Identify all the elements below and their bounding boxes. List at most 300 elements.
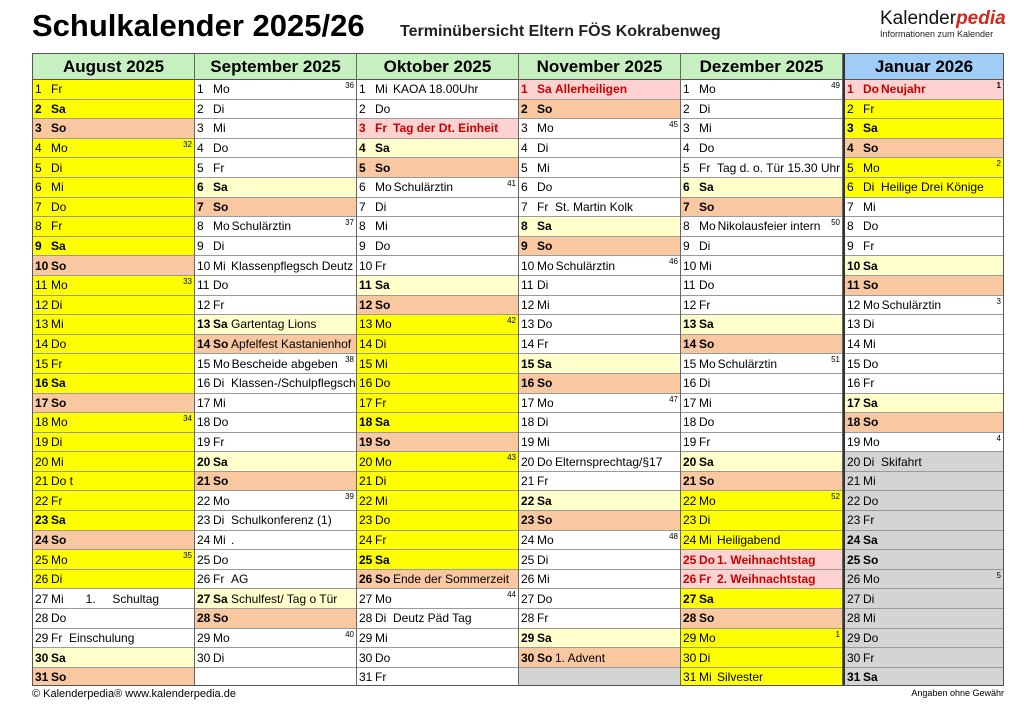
day-cell[interactable] — [845, 178, 1003, 198]
footer-copyright: © Kalenderpedia® www.kalenderpedia.de — [32, 688, 236, 700]
day-cell[interactable] — [681, 335, 842, 355]
day-number: 19 — [359, 434, 373, 449]
day-cell[interactable] — [33, 80, 194, 100]
day-cell[interactable] — [519, 491, 680, 511]
day-cell[interactable] — [33, 237, 194, 257]
weekday: Sa — [699, 317, 714, 332]
day-cell[interactable] — [33, 570, 194, 590]
day-cell[interactable] — [845, 589, 1003, 609]
day-cell[interactable] — [519, 80, 680, 100]
day-number: 6 — [847, 180, 854, 195]
day-cell[interactable] — [845, 256, 1003, 276]
day-cell[interactable] — [195, 433, 356, 453]
weekday: So — [375, 572, 391, 587]
weekday: Mo — [213, 630, 230, 645]
day-cell[interactable] — [519, 648, 680, 668]
day-cell[interactable] — [195, 374, 356, 394]
weekday: Do — [213, 415, 229, 430]
day-cell[interactable] — [357, 472, 518, 492]
day-cell[interactable] — [681, 217, 842, 237]
day-cell[interactable] — [845, 550, 1003, 570]
day-cell[interactable] — [33, 100, 194, 120]
week-number: 42 — [507, 316, 516, 326]
day-cell[interactable] — [195, 315, 356, 335]
day-cell[interactable] — [845, 609, 1003, 629]
day-cell[interactable] — [33, 550, 194, 570]
day-cell[interactable] — [519, 119, 680, 139]
day-cell[interactable] — [195, 452, 356, 472]
day-cell[interactable] — [519, 570, 680, 590]
day-cell[interactable] — [357, 237, 518, 257]
day-number: 10 — [521, 258, 535, 273]
day-cell[interactable] — [33, 335, 194, 355]
day-number: 28 — [847, 611, 861, 626]
day-number: 8 — [521, 219, 528, 234]
day-cell[interactable] — [33, 217, 194, 237]
day-cell[interactable] — [357, 433, 518, 453]
day-cell[interactable] — [33, 158, 194, 178]
day-number: 24 — [521, 532, 535, 547]
day-cell[interactable] — [357, 276, 518, 296]
weekday: Do — [213, 552, 229, 567]
day-cell[interactable] — [357, 158, 518, 178]
day-cell[interactable] — [845, 139, 1003, 159]
day-number: 4 — [197, 141, 204, 156]
weekday: Do — [537, 591, 553, 606]
day-cell[interactable] — [681, 315, 842, 335]
day-cell[interactable] — [357, 374, 518, 394]
day-cell[interactable] — [681, 256, 842, 276]
weekday: Di — [537, 552, 549, 567]
day-cell[interactable] — [845, 217, 1003, 237]
day-cell[interactable] — [357, 452, 518, 472]
day-cell[interactable] — [195, 570, 356, 590]
day-cell[interactable] — [681, 394, 842, 414]
day-number: 15 — [683, 356, 697, 371]
weekday: Fr — [51, 493, 63, 508]
day-cell[interactable] — [33, 531, 194, 551]
day-cell[interactable] — [681, 491, 842, 511]
day-cell[interactable] — [681, 570, 842, 590]
day-cell[interactable] — [195, 472, 356, 492]
day-cell[interactable] — [519, 531, 680, 551]
weekday: So — [213, 474, 229, 489]
day-cell[interactable] — [357, 354, 518, 374]
weekday: So — [51, 258, 67, 273]
week-number: 41 — [507, 178, 516, 188]
week-number: 1 — [835, 629, 840, 639]
weekday: Mo — [537, 532, 554, 547]
week-number: 2 — [996, 159, 1001, 169]
day-cell[interactable] — [195, 394, 356, 414]
day-cell[interactable] — [357, 100, 518, 120]
day-cell[interactable] — [195, 589, 356, 609]
day-cell[interactable] — [681, 413, 842, 433]
day-cell[interactable] — [681, 648, 842, 668]
day-cell[interactable] — [519, 511, 680, 531]
day-number: 3 — [359, 121, 366, 136]
day-cell[interactable] — [357, 570, 518, 590]
day-cell[interactable] — [357, 629, 518, 649]
day-cell[interactable] — [33, 472, 194, 492]
day-cell[interactable] — [195, 354, 356, 374]
day-number: 9 — [197, 239, 204, 254]
day-cell[interactable] — [519, 472, 680, 492]
weekday: Do — [537, 454, 553, 469]
day-cell[interactable] — [845, 511, 1003, 531]
day-cell[interactable] — [519, 609, 680, 629]
event-label: Bescheide abgeben — [231, 356, 338, 371]
day-cell[interactable] — [357, 335, 518, 355]
day-cell[interactable] — [195, 100, 356, 120]
day-cell[interactable] — [519, 178, 680, 198]
weekday: So — [51, 670, 67, 685]
day-cell[interactable] — [519, 668, 680, 685]
day-number: 9 — [35, 239, 42, 254]
weekday: So — [213, 199, 229, 214]
day-cell[interactable] — [845, 452, 1003, 472]
weekday: Di — [537, 141, 549, 156]
day-cell[interactable] — [195, 119, 356, 139]
day-cell[interactable] — [33, 433, 194, 453]
day-number: 4 — [359, 141, 366, 156]
day-number: 5 — [35, 160, 42, 175]
day-cell[interactable] — [33, 668, 194, 685]
weekday: Sa — [51, 101, 66, 116]
day-cell[interactable] — [681, 80, 842, 100]
day-cell[interactable] — [519, 413, 680, 433]
day-number: 12 — [847, 297, 861, 312]
weekday: Mi — [699, 532, 712, 547]
day-cell[interactable] — [845, 100, 1003, 120]
day-cell[interactable] — [845, 648, 1003, 668]
day-cell[interactable] — [357, 531, 518, 551]
day-cell[interactable] — [33, 413, 194, 433]
weekday: So — [863, 552, 879, 567]
day-cell[interactable] — [845, 570, 1003, 590]
day-cell[interactable] — [845, 472, 1003, 492]
day-cell[interactable] — [195, 80, 356, 100]
day-cell[interactable] — [33, 276, 194, 296]
weekday: Mo — [537, 258, 554, 273]
weekday: Sa — [537, 356, 552, 371]
event-label: Silvester — [717, 670, 764, 685]
day-cell[interactable] — [357, 80, 518, 100]
day-cell[interactable] — [845, 394, 1003, 414]
day-number: 19 — [35, 434, 49, 449]
weekday: Mi — [51, 591, 64, 606]
weekday: So — [699, 337, 715, 352]
day-cell[interactable] — [195, 256, 356, 276]
day-cell[interactable] — [681, 296, 842, 316]
weekday: Sa — [213, 591, 228, 606]
day-cell[interactable] — [845, 335, 1003, 355]
day-number: 4 — [35, 141, 42, 156]
day-cell[interactable] — [681, 531, 842, 551]
day-cell[interactable] — [519, 158, 680, 178]
day-number: 20 — [683, 454, 697, 469]
day-cell[interactable] — [681, 374, 842, 394]
day-cell[interactable] — [845, 276, 1003, 296]
day-cell[interactable] — [519, 394, 680, 414]
day-cell[interactable] — [681, 472, 842, 492]
day-number: 12 — [521, 297, 535, 312]
day-cell[interactable] — [357, 589, 518, 609]
day-cell[interactable] — [195, 335, 356, 355]
day-cell[interactable] — [519, 629, 680, 649]
day-cell[interactable] — [681, 354, 842, 374]
day-number: 28 — [197, 611, 211, 626]
day-cell[interactable] — [357, 511, 518, 531]
day-number: 25 — [521, 552, 535, 567]
day-cell[interactable] — [33, 178, 194, 198]
day-cell[interactable] — [33, 609, 194, 629]
weekday: So — [537, 650, 553, 665]
day-cell[interactable] — [357, 139, 518, 159]
day-cell[interactable] — [845, 629, 1003, 649]
weekday: Mi — [375, 630, 388, 645]
day-cell[interactable] — [681, 100, 842, 120]
day-number: 8 — [847, 219, 854, 234]
day-cell[interactable] — [519, 217, 680, 237]
day-cell[interactable] — [519, 296, 680, 316]
day-cell[interactable] — [357, 394, 518, 414]
weekday: Sa — [863, 121, 878, 136]
day-cell[interactable] — [33, 119, 194, 139]
month-column — [33, 54, 195, 685]
day-cell[interactable] — [195, 531, 356, 551]
weekday: Di — [699, 513, 711, 528]
weekday: Mo — [863, 160, 880, 175]
day-cell[interactable] — [357, 668, 518, 685]
day-number: 7 — [683, 199, 690, 214]
day-cell[interactable] — [681, 629, 842, 649]
weekday: Mi — [51, 180, 64, 195]
day-number: 28 — [521, 611, 535, 626]
day-cell[interactable] — [519, 335, 680, 355]
day-cell[interactable] — [195, 668, 356, 685]
day-cell[interactable] — [33, 511, 194, 531]
day-number: 28 — [35, 611, 49, 626]
day-cell[interactable] — [195, 237, 356, 257]
month-header: Oktober 2025 — [357, 54, 518, 80]
day-cell[interactable] — [33, 256, 194, 276]
day-cell[interactable] — [845, 491, 1003, 511]
day-cell[interactable] — [519, 354, 680, 374]
day-cell[interactable] — [519, 276, 680, 296]
day-cell[interactable] — [845, 119, 1003, 139]
weekday: Sa — [375, 552, 390, 567]
weekday: Mi — [537, 297, 550, 312]
day-cell[interactable] — [845, 668, 1003, 685]
day-cell[interactable] — [357, 491, 518, 511]
day-number: 2 — [35, 101, 42, 116]
day-cell[interactable] — [357, 648, 518, 668]
day-number: 2 — [197, 101, 204, 116]
day-cell[interactable] — [845, 433, 1003, 453]
day-cell[interactable] — [357, 198, 518, 218]
day-cell[interactable] — [195, 413, 356, 433]
day-cell[interactable] — [357, 296, 518, 316]
day-cell[interactable] — [195, 158, 356, 178]
day-cell[interactable] — [357, 550, 518, 570]
weekday: Mi — [863, 474, 876, 489]
day-cell[interactable] — [519, 139, 680, 159]
day-number: 10 — [359, 258, 373, 273]
day-cell[interactable] — [357, 315, 518, 335]
day-cell[interactable] — [845, 158, 1003, 178]
day-cell[interactable] — [845, 531, 1003, 551]
day-cell[interactable] — [681, 668, 842, 685]
weekday: Sa — [51, 513, 66, 528]
day-cell[interactable] — [845, 354, 1003, 374]
day-number: 12 — [197, 297, 211, 312]
day-cell[interactable] — [845, 198, 1003, 218]
day-cell[interactable] — [519, 550, 680, 570]
day-cell[interactable] — [357, 609, 518, 629]
day-number: 19 — [847, 434, 861, 449]
day-cell[interactable] — [357, 119, 518, 139]
weekday: Di — [375, 611, 387, 626]
day-cell[interactable] — [33, 589, 194, 609]
weekday: Mi — [213, 395, 226, 410]
day-cell[interactable] — [357, 178, 518, 198]
day-number: 31 — [35, 670, 49, 685]
day-cell[interactable] — [33, 491, 194, 511]
day-cell[interactable] — [33, 296, 194, 316]
day-number: 19 — [521, 434, 535, 449]
day-number: 17 — [521, 395, 535, 410]
day-cell[interactable] — [519, 198, 680, 218]
day-cell[interactable] — [33, 629, 194, 649]
day-cell[interactable] — [681, 511, 842, 531]
day-cell[interactable] — [519, 100, 680, 120]
weekday: Do — [699, 141, 715, 156]
week-number: 3 — [996, 296, 1001, 306]
day-cell[interactable] — [195, 511, 356, 531]
month-column — [357, 54, 519, 685]
day-cell[interactable] — [519, 237, 680, 257]
day-number: 30 — [359, 650, 373, 665]
weekday: Mo — [375, 180, 392, 195]
day-cell[interactable] — [681, 139, 842, 159]
day-cell[interactable] — [195, 609, 356, 629]
day-number: 24 — [683, 532, 697, 547]
weekday: Do — [863, 356, 879, 371]
day-cell[interactable] — [681, 198, 842, 218]
day-cell[interactable] — [519, 315, 680, 335]
calendar-grid — [32, 53, 1004, 686]
day-number: 7 — [359, 199, 366, 214]
weekday: Mo — [213, 493, 230, 508]
day-cell[interactable] — [519, 374, 680, 394]
weekday: Di — [51, 434, 63, 449]
day-cell[interactable] — [681, 158, 842, 178]
kalenderpedia-logo[interactable] — [880, 8, 1010, 39]
week-number: 49 — [831, 81, 840, 90]
day-cell[interactable] — [195, 550, 356, 570]
day-number: 26 — [683, 572, 697, 587]
day-cell[interactable] — [519, 433, 680, 453]
weekday: Fr — [537, 474, 549, 489]
day-cell[interactable] — [519, 256, 680, 276]
day-cell[interactable] — [681, 237, 842, 257]
day-cell[interactable] — [519, 589, 680, 609]
weekday: Fr — [51, 356, 63, 371]
day-number: 18 — [35, 415, 49, 430]
day-cell[interactable] — [195, 491, 356, 511]
weekday: Sa — [51, 239, 66, 254]
day-cell[interactable] — [681, 119, 842, 139]
day-cell[interactable] — [33, 354, 194, 374]
day-cell[interactable] — [845, 80, 1003, 100]
day-number: 14 — [683, 337, 697, 352]
day-number: 14 — [197, 337, 211, 352]
day-cell[interactable] — [845, 237, 1003, 257]
day-cell[interactable] — [33, 452, 194, 472]
event-label: Heilige Drei Könige — [881, 180, 984, 195]
month-header: September 2025 — [195, 54, 356, 80]
day-number: 5 — [847, 160, 854, 175]
weekday: Mi — [863, 199, 876, 214]
weekday: Mo — [375, 591, 392, 606]
day-number: 22 — [521, 493, 535, 508]
day-cell[interactable] — [845, 413, 1003, 433]
day-cell[interactable] — [195, 217, 356, 237]
day-number: 9 — [683, 239, 690, 254]
day-cell[interactable] — [845, 374, 1003, 394]
day-cell[interactable] — [519, 452, 680, 472]
day-cell[interactable] — [195, 296, 356, 316]
page-title: Schulkalender 2025/26 — [32, 8, 365, 43]
weekday: Mi — [213, 532, 226, 547]
day-cell[interactable] — [195, 139, 356, 159]
day-cell[interactable] — [357, 256, 518, 276]
day-cell[interactable] — [33, 315, 194, 335]
weekday: Di — [375, 337, 387, 352]
day-cell[interactable] — [195, 629, 356, 649]
day-cell[interactable] — [33, 139, 194, 159]
week-number: 46 — [669, 257, 678, 267]
day-cell[interactable] — [33, 374, 194, 394]
day-cell[interactable] — [195, 648, 356, 668]
day-number: 23 — [521, 513, 535, 528]
day-cell[interactable] — [681, 589, 842, 609]
day-cell[interactable] — [681, 433, 842, 453]
event-label: Deutz Päd Tag — [393, 611, 472, 626]
day-cell[interactable] — [33, 394, 194, 414]
month-column — [519, 54, 681, 685]
day-cell[interactable] — [681, 276, 842, 296]
day-cell[interactable] — [681, 452, 842, 472]
day-cell[interactable] — [33, 198, 194, 218]
day-cell[interactable] — [681, 609, 842, 629]
weekday: Sa — [537, 219, 552, 234]
day-number: 17 — [359, 395, 373, 410]
day-cell[interactable] — [681, 550, 842, 570]
day-cell[interactable] — [195, 198, 356, 218]
day-number: 14 — [521, 337, 535, 352]
day-cell[interactable] — [681, 178, 842, 198]
day-cell[interactable] — [845, 315, 1003, 335]
day-cell[interactable] — [33, 648, 194, 668]
weekday: So — [699, 199, 715, 214]
day-cell[interactable] — [195, 178, 356, 198]
day-cell[interactable] — [357, 413, 518, 433]
day-cell[interactable] — [195, 276, 356, 296]
day-cell[interactable] — [357, 217, 518, 237]
day-cell[interactable] — [845, 296, 1003, 316]
